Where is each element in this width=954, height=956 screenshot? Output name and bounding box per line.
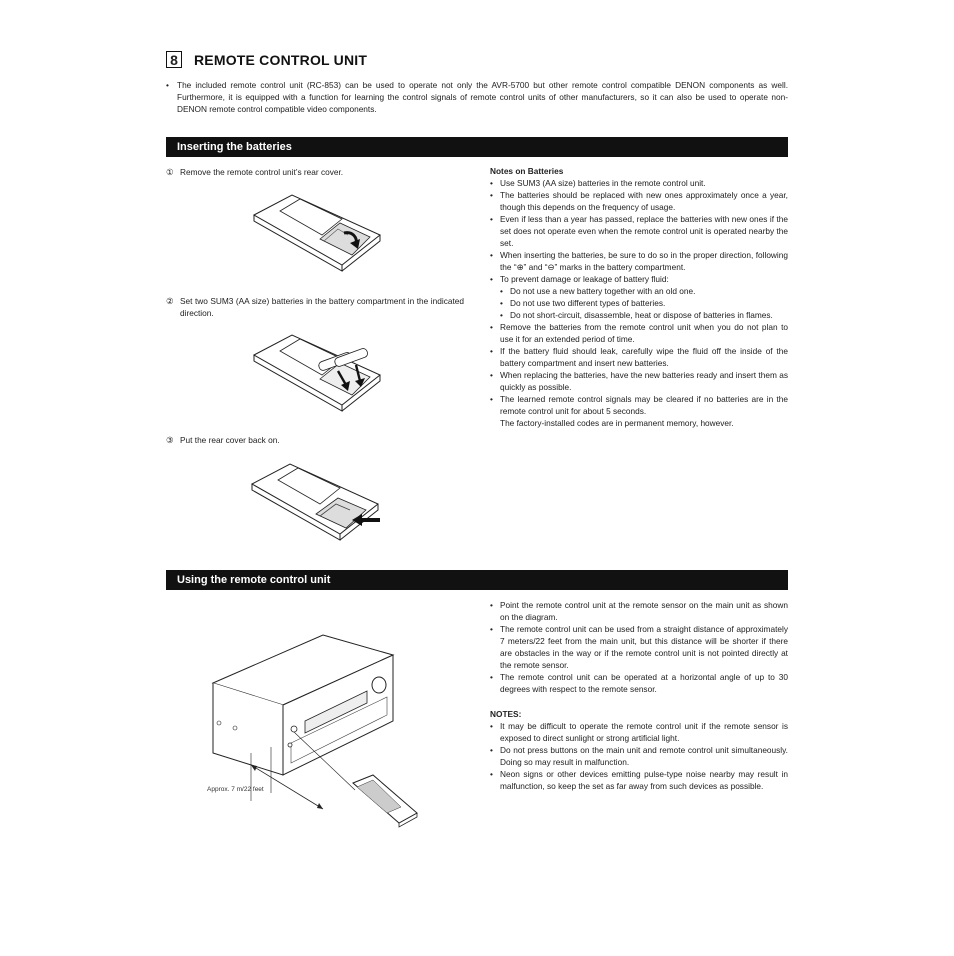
battery-note-item: • If the battery fluid should leak, carefully wipe the fluid off the inside of the battery compartment and insert new batteries. bbox=[490, 346, 788, 368]
battery-notes-heading: Notes on Batteries bbox=[490, 166, 564, 176]
using-item: • The remote control unit can be operated at a horizontal angle of up to 30 degrees with respect to the remote sensor. bbox=[490, 672, 788, 694]
battery-subnote-item: • Do not use two different types of batteries. bbox=[500, 298, 666, 308]
step-text: Remove the remote control unit’s rear cover. bbox=[180, 167, 344, 177]
battery-note-item: • When replacing the batteries, have the new batteries ready and insert them as quickly as possible. bbox=[490, 370, 788, 392]
bullet: • bbox=[166, 80, 169, 90]
using-instructions bbox=[490, 599, 788, 695]
using-notes bbox=[490, 708, 788, 792]
using-heading-bar: Using the remote control unit bbox=[166, 570, 788, 590]
battery-subnote-item: • Do not use a new battery together with an old one. bbox=[500, 286, 696, 296]
battery-note-item: • Even if less than a year has passed, replace the batteries with new ones if the set does not operate even when the remote control unit is operated nearby the set. bbox=[490, 214, 788, 248]
battery-note-item: • Use SUM3 (AA size) batteries in the remote control unit. bbox=[490, 178, 706, 188]
intro-paragraph bbox=[166, 79, 788, 115]
batteries-heading-bar: Inserting the batteries bbox=[166, 137, 788, 157]
step-text: Set two SUM3 (AA size) batteries in the battery compartment in the indicated direction. bbox=[180, 296, 464, 318]
battery-note-item: • Remove the batteries from the remote control unit when you do not plan to use it for an extended period of time. bbox=[490, 322, 788, 344]
battery-note-item: • The learned remote control signals may be cleared if no batteries are in the remote control unit for about 5 seconds. bbox=[490, 394, 788, 416]
step-number: ③ bbox=[166, 435, 174, 445]
using-note-item: • Do not press buttons on the main unit and remote control unit simultaneously. Doing so may result in malfunction. bbox=[490, 745, 788, 767]
battery-step-2 bbox=[166, 295, 464, 319]
battery-note-continuation: The factory-installed codes are in permanent memory, however. bbox=[500, 418, 734, 428]
battery-step-1 bbox=[166, 166, 466, 178]
section-number: 8 bbox=[166, 51, 182, 68]
using-note-item: • Neon signs or other devices emitting pulse-type noise nearby may result in malfunction, so keep the set as far away from such devices as possible. bbox=[490, 769, 788, 791]
section-title: REMOTE CONTROL UNIT bbox=[194, 52, 368, 68]
using-item: • Point the remote control unit at the remote sensor on the main unit as shown on the diagram. bbox=[490, 600, 788, 622]
battery-step-3 bbox=[166, 434, 466, 446]
distance-label: Approx. 7 m/22 feet bbox=[207, 786, 264, 793]
using-item: • The remote control unit can be used from a straight distance of approximately 7 meters/22 feet from the main unit, but this distance will be shorter if there are obstacles in the way or if the remote control unit is not pointed directly at the remote sensor. bbox=[490, 624, 788, 670]
intro-text: The included remote control unit (RC-853) can be used to operate not only the AVR-5700 but other remote control compatible DENON components as well. Furthermore, it is equipped with a function for learning the control signals of remote control units of other manufacturers, so it can also be used to operate non-DENON remote control compatible video components. bbox=[177, 80, 788, 114]
step-text: Put the rear cover back on. bbox=[180, 435, 280, 445]
battery-note-item: • To prevent damage or leakage of battery fluid: bbox=[490, 274, 669, 284]
using-note-item: • It may be difficult to operate the remote control unit if the remote sensor is exposed to direct sunlight or strong artificial light. bbox=[490, 721, 788, 743]
step-number: ② bbox=[166, 296, 174, 306]
step-number: ① bbox=[166, 167, 174, 177]
battery-notes bbox=[490, 165, 788, 429]
using-notes-heading: NOTES: bbox=[490, 709, 522, 719]
battery-insertion-illustration bbox=[252, 333, 382, 415]
battery-note-item: • The batteries should be replaced with new ones approximately once a year, though this depends on the frequency of usage. bbox=[490, 190, 788, 212]
main-unit-remote-illustration bbox=[205, 625, 425, 830]
cover-replacement-illustration bbox=[250, 462, 385, 547]
remote-cover-removal-illustration bbox=[252, 193, 382, 273]
battery-subnote-item: • Do not short-circuit, disassemble, heat or dispose of batteries in flames. bbox=[500, 310, 773, 320]
battery-note-item: • When inserting the batteries, be sure to do so in the proper direction, following the “⊕” and “⊖” marks in the battery compartment. bbox=[490, 250, 788, 272]
